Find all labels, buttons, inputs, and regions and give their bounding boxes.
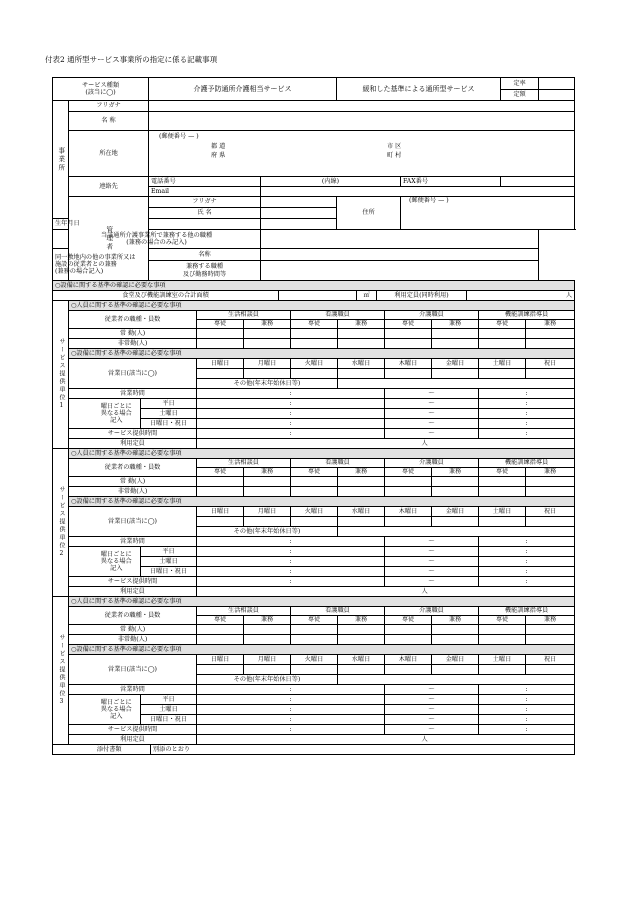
day-wednesday[interactable]: 水曜日 (338, 359, 385, 369)
role-header: 看護職員 (291, 311, 385, 320)
attachments-table (52, 744, 575, 755)
day-mark-cell[interactable] (244, 665, 291, 675)
day-mark-cell[interactable] (479, 369, 526, 379)
staff-heading: ○人員に関する基準の確認に必要な事項 (69, 301, 575, 311)
svc-hours-end[interactable]: : (479, 577, 575, 587)
role-header: 介護職員 (385, 607, 479, 616)
kenmu-header: 兼務 (244, 468, 291, 477)
day-mark-cell[interactable] (244, 517, 291, 527)
day-mark-cell[interactable] (197, 665, 244, 675)
senju-header: 専従 (479, 468, 526, 477)
office-contact-label: 連絡先 (69, 177, 149, 197)
saturday-label: 土曜日 (141, 557, 197, 567)
staff-count-cell[interactable] (526, 477, 575, 487)
day-mark-cell[interactable] (291, 665, 338, 675)
staff-count-cell[interactable] (479, 477, 526, 487)
staff-count-cell[interactable] (338, 635, 385, 645)
day-mark-cell[interactable] (338, 517, 385, 527)
staff-count-cell[interactable] (197, 635, 244, 645)
sunholiday-sep: 〜 (385, 715, 479, 725)
day-thursday[interactable]: 木曜日 (385, 655, 432, 665)
role-header: 生活相談員 (197, 607, 291, 616)
manager-other-role-field[interactable] (261, 261, 539, 281)
area-unit: ㎡ (357, 291, 377, 301)
staff-count-cell[interactable] (244, 477, 291, 487)
service-unit-table (52, 596, 575, 745)
weekday-end[interactable]: : (479, 547, 575, 557)
hours-sep: 〜 (385, 389, 479, 399)
fulltime-label: 常 勤(人) (69, 625, 197, 635)
hours-end[interactable]: : (479, 685, 575, 695)
other-days-label: その他(年末年始休日等) (197, 527, 338, 537)
day-sunday[interactable]: 日曜日 (197, 359, 244, 369)
day-mark-cell[interactable] (526, 517, 575, 527)
day-tuesday[interactable]: 火曜日 (291, 507, 338, 517)
office-location-field[interactable] (149, 131, 575, 177)
staff-label: 従業者の職種・員数 (69, 607, 197, 625)
staff-count-cell[interactable] (338, 339, 385, 349)
day-saturday[interactable]: 土曜日 (479, 655, 526, 665)
hours-label: 営業時間 (69, 537, 197, 547)
hours-start[interactable]: : (197, 389, 385, 399)
weekday-sep: 〜 (385, 547, 479, 557)
svc-hours-label: サービス提供時間 (69, 429, 197, 439)
role-header: 機能訓練指導員 (479, 607, 575, 616)
manager-address-label: 住所 (337, 197, 401, 230)
area-label: 食堂及び機能訓練室の合計面積 (53, 291, 279, 301)
svc-hours-sep: 〜 (385, 725, 479, 735)
staff-count-cell[interactable] (479, 329, 526, 339)
sunholiday-end[interactable]: : (479, 715, 575, 725)
manager-other-name-field[interactable] (261, 249, 539, 261)
kenmu-header: 兼務 (432, 616, 479, 625)
staff-count-cell[interactable] (338, 477, 385, 487)
service-unit-table (52, 448, 575, 597)
svc-hours-end[interactable]: : (479, 725, 575, 735)
manager-section-label: 管理者 (69, 197, 149, 281)
senju-header: 専従 (197, 616, 244, 625)
sunholiday-start[interactable]: : (197, 419, 385, 429)
senju-header: 専従 (197, 468, 244, 477)
parttime-label: 非常勤(人) (69, 635, 197, 645)
saturday-start[interactable]: : (197, 409, 385, 419)
saturday-end[interactable]: : (479, 705, 575, 715)
day-mark-cell[interactable] (385, 369, 432, 379)
kenmu-header: 兼務 (526, 468, 575, 477)
role-header: 生活相談員 (197, 459, 291, 468)
staff-count-cell[interactable] (197, 329, 244, 339)
manager-other-name-label: 名称 (149, 249, 261, 261)
manager-concurrent-label: 当該通所介護事業所で兼務する他の職種 (兼務の場合のみ記入) (53, 230, 261, 249)
manager-furigana-field[interactable] (261, 197, 337, 208)
unit-capacity-label: 利用定員 (69, 735, 197, 745)
facility-std-heading: ○設備に関する基準の確認に必要な事項 (53, 281, 575, 291)
svc-hours-start[interactable]: : (197, 577, 385, 587)
fixed-rate-cell[interactable] (539, 78, 575, 90)
staff-label: 従業者の職種・員数 (69, 459, 197, 477)
other-days-field[interactable] (338, 379, 575, 389)
weekday-end[interactable]: : (479, 399, 575, 409)
staff-count-cell[interactable] (338, 625, 385, 635)
day-wednesday[interactable]: 水曜日 (338, 655, 385, 665)
senju-header: 専従 (479, 616, 526, 625)
saturday-sep: 〜 (385, 705, 479, 715)
kenmu-header: 兼務 (338, 616, 385, 625)
attachments-value: 別添のとおり (151, 745, 575, 755)
staff-count-cell[interactable] (479, 625, 526, 635)
staff-count-cell[interactable] (244, 339, 291, 349)
senju-header: 専従 (385, 320, 432, 329)
staff-count-cell[interactable] (526, 329, 575, 339)
hours-end[interactable]: : (479, 389, 575, 399)
other-days-label: その他(年末年始休日等) (197, 675, 338, 685)
kenmu-header: 兼務 (244, 320, 291, 329)
office-section-label: 事業所 (53, 101, 69, 219)
saturday-sep: 〜 (385, 409, 479, 419)
service-unit-label: サービス提供単位1 (53, 301, 69, 449)
role-header: 看護職員 (291, 459, 385, 468)
day-mark-cell[interactable] (479, 665, 526, 675)
hours-label: 営業時間 (69, 685, 197, 695)
office-fax-label: FAX番号 (401, 177, 501, 187)
capacity-label: 利用定員(同時利用) (377, 291, 467, 301)
day-sunday[interactable]: 日曜日 (197, 655, 244, 665)
manager-address-field[interactable]: (郵便番号 — ) (401, 197, 575, 230)
service-option-b[interactable]: 緩和した基準による通所型サービス (337, 78, 501, 101)
office-postal: (郵便番号 — ) (159, 133, 199, 140)
staff-count-cell[interactable] (432, 329, 479, 339)
role-header: 介護職員 (385, 311, 479, 320)
senju-header: 専従 (291, 616, 338, 625)
staff-count-cell[interactable] (432, 487, 479, 497)
office-fax-field[interactable] (501, 177, 575, 187)
per-day-label: 曜日ごとに 異なる場合 記入 (93, 695, 141, 725)
manager-same-site-label: 同一敷地内の他の事業所又は 施設の従業者との兼務 (兼務の場合記入) (53, 249, 149, 281)
svc-hours-end[interactable]: : (479, 429, 575, 439)
fixed-amount-cell[interactable] (539, 90, 575, 101)
staff-count-cell[interactable] (291, 339, 338, 349)
staff-count-cell[interactable] (479, 635, 526, 645)
role-header: 機能訓練指導員 (479, 311, 575, 320)
hours-sep: 〜 (385, 685, 479, 695)
staff-count-cell[interactable] (338, 329, 385, 339)
staff-count-cell[interactable] (479, 487, 526, 497)
service-option-a[interactable]: 介護予防通所介護相当サービス (149, 78, 337, 101)
sunholiday-start[interactable]: : (197, 715, 385, 725)
day-mark-cell[interactable] (291, 369, 338, 379)
weekday-label: 平日 (141, 399, 197, 409)
saturday-end[interactable]: : (479, 409, 575, 419)
capacity-field[interactable]: 人 (467, 291, 575, 301)
svc-hours-label: サービス提供時間 (69, 577, 197, 587)
service-type-label: サービス種類 (該当に◯) (53, 78, 149, 101)
weekday-end[interactable]: : (479, 695, 575, 705)
staff-count-cell[interactable] (197, 477, 244, 487)
day-monday[interactable]: 月曜日 (244, 655, 291, 665)
day-thursday[interactable]: 木曜日 (385, 359, 432, 369)
role-header: 介護職員 (385, 459, 479, 468)
weekday-label: 平日 (141, 695, 197, 705)
senju-header: 専従 (385, 616, 432, 625)
weekday-label: 平日 (141, 547, 197, 557)
senju-header: 専従 (479, 320, 526, 329)
office-chouson: 町 村 (387, 152, 402, 159)
staff-count-cell[interactable] (244, 635, 291, 645)
staff-count-cell[interactable] (291, 487, 338, 497)
manager-birth-label: 生年月日 (53, 219, 69, 230)
sunholiday-start[interactable]: : (197, 567, 385, 577)
form-sheet (52, 77, 574, 755)
manager-furigana-label: フリガナ (149, 197, 261, 208)
office-fuken: 府 県 (211, 152, 226, 159)
kenmu-header: 兼務 (526, 616, 575, 625)
manager-name-field[interactable] (261, 208, 337, 219)
day-holiday[interactable]: 祝日 (526, 359, 575, 369)
staff-count-cell[interactable] (291, 625, 338, 635)
fulltime-label: 常 勤(人) (69, 329, 197, 339)
parttime-label: 非常勤(人) (69, 487, 197, 497)
office-furigana-field[interactable] (149, 101, 575, 112)
weekday-sep: 〜 (385, 695, 479, 705)
day-friday[interactable]: 金曜日 (432, 507, 479, 517)
saturday-start[interactable]: : (197, 705, 385, 715)
day-mark-cell[interactable] (385, 517, 432, 527)
sunholiday-sep: 〜 (385, 567, 479, 577)
weekday-sep: 〜 (385, 399, 479, 409)
fixed-amount-label: 定額 (501, 90, 539, 101)
sunholiday-label: 日曜日・祝日 (141, 567, 197, 577)
service-units (52, 300, 574, 745)
staff-count-cell[interactable] (385, 635, 432, 645)
weekday-start[interactable]: : (197, 695, 385, 705)
staff-count-cell[interactable] (291, 477, 338, 487)
day-mark-cell[interactable] (338, 369, 385, 379)
office-phone-label: 電話番号 (149, 177, 261, 187)
facility-heading: ○設備に関する基準の確認に必要な事項 (69, 349, 575, 359)
per-day-label: 曜日ごとに 異なる場合 記入 (93, 399, 141, 429)
staff-count-cell[interactable] (385, 487, 432, 497)
days-label: 営業日(該当に◯) (69, 507, 197, 537)
manager-name-label: 氏 名 (149, 208, 261, 219)
staff-label: 従業者の職種・員数 (69, 311, 197, 329)
days-label: 営業日(該当に◯) (69, 359, 197, 389)
saturday-label: 土曜日 (141, 409, 197, 419)
service-unit-table (52, 300, 575, 449)
staff-count-cell[interactable] (291, 635, 338, 645)
hours-end[interactable]: : (479, 537, 575, 547)
office-email-label: Email (149, 187, 261, 197)
staff-count-cell[interactable] (197, 339, 244, 349)
kenmu-header: 兼務 (432, 468, 479, 477)
svc-hours-label: サービス提供時間 (69, 725, 197, 735)
staff-count-cell[interactable] (432, 625, 479, 635)
day-mark-cell[interactable] (432, 665, 479, 675)
office-ext-label: (内線) (261, 177, 401, 187)
staff-count-cell[interactable] (244, 329, 291, 339)
day-mark-cell[interactable] (479, 517, 526, 527)
area-field[interactable] (279, 291, 357, 301)
role-header: 看護職員 (291, 607, 385, 616)
day-holiday[interactable]: 祝日 (526, 655, 575, 665)
kenmu-header: 兼務 (338, 320, 385, 329)
sunholiday-end[interactable]: : (479, 419, 575, 429)
manager-concurrent-field[interactable] (261, 230, 539, 249)
fixed-rate-label: 定率 (501, 78, 539, 90)
facility-heading: ○設備に関する基準の確認に必要な事項 (69, 497, 575, 507)
staff-count-cell[interactable] (526, 635, 575, 645)
staff-heading: ○人員に関する基準の確認に必要な事項 (69, 449, 575, 459)
saturday-label: 土曜日 (141, 705, 197, 715)
day-monday[interactable]: 月曜日 (244, 359, 291, 369)
fulltime-label: 常 勤(人) (69, 477, 197, 487)
hours-sep: 〜 (385, 537, 479, 547)
staff-count-cell[interactable] (385, 477, 432, 487)
day-mark-cell[interactable] (244, 369, 291, 379)
kenmu-header: 兼務 (432, 320, 479, 329)
office-email-field[interactable] (261, 187, 575, 197)
day-tuesday[interactable]: 火曜日 (291, 359, 338, 369)
day-tuesday[interactable]: 火曜日 (291, 655, 338, 665)
weekday-start[interactable]: : (197, 399, 385, 409)
saturday-end[interactable]: : (479, 557, 575, 567)
svc-hours-start[interactable]: : (197, 725, 385, 735)
office-shiku: 市 区 (387, 143, 402, 150)
hours-start[interactable]: : (197, 537, 385, 547)
day-mark-cell[interactable] (291, 517, 338, 527)
day-mark-cell[interactable] (338, 665, 385, 675)
staff-heading: ○人員に関する基準の確認に必要な事項 (69, 597, 575, 607)
senju-header: 専従 (197, 320, 244, 329)
weekday-start[interactable]: : (197, 547, 385, 557)
staff-count-cell[interactable] (291, 329, 338, 339)
staff-count-cell[interactable] (432, 635, 479, 645)
day-mark-cell[interactable] (526, 369, 575, 379)
form-header-table (52, 77, 575, 281)
per-day-label: 曜日ごとに 異なる場合 記入 (93, 547, 141, 577)
day-mark-cell[interactable] (432, 369, 479, 379)
staff-count-cell[interactable] (244, 625, 291, 635)
role-header: 機能訓練指導員 (479, 459, 575, 468)
day-mark-cell[interactable] (385, 665, 432, 675)
office-name-label: 名 称 (69, 112, 149, 131)
day-thursday[interactable]: 木曜日 (385, 507, 432, 517)
day-mark-cell[interactable] (197, 369, 244, 379)
kenmu-header: 兼務 (338, 468, 385, 477)
facility-heading: ○設備に関する基準の確認に必要な事項 (69, 645, 575, 655)
senju-header: 専従 (291, 468, 338, 477)
hours-label: 営業時間 (69, 389, 197, 399)
other-days-label: その他(年末年始休日等) (197, 379, 338, 389)
kenmu-header: 兼務 (244, 616, 291, 625)
office-furigana-label: フリガナ (69, 101, 149, 112)
manager-birth-field[interactable] (149, 219, 261, 230)
staff-count-cell[interactable] (526, 339, 575, 349)
day-saturday[interactable]: 土曜日 (479, 507, 526, 517)
unit-capacity-label: 利用定員 (69, 587, 197, 597)
staff-count-cell[interactable] (385, 625, 432, 635)
unit-capacity-label: 利用定員 (69, 439, 197, 449)
staff-count-cell[interactable] (197, 625, 244, 635)
page-title: 付表2 通所型サービス事業所の指定に係る記載事項 (45, 55, 218, 64)
sunholiday-label: 日曜日・祝日 (141, 715, 197, 725)
service-unit-label: サービス提供単位2 (53, 449, 69, 597)
svc-hours-start[interactable]: : (197, 429, 385, 439)
staff-count-cell[interactable] (479, 339, 526, 349)
office-location-label: 所在地 (69, 131, 149, 177)
other-days-field[interactable] (338, 675, 575, 685)
day-saturday[interactable]: 土曜日 (479, 359, 526, 369)
staff-count-cell[interactable] (432, 477, 479, 487)
sunholiday-sep: 〜 (385, 419, 479, 429)
senju-header: 専従 (291, 320, 338, 329)
day-wednesday[interactable]: 水曜日 (338, 507, 385, 517)
unit-capacity-field[interactable]: 人 (197, 735, 575, 745)
day-monday[interactable]: 月曜日 (244, 507, 291, 517)
unit-capacity-field[interactable]: 人 (197, 439, 575, 449)
service-unit-label: サービス提供単位3 (53, 597, 69, 745)
staff-count-cell[interactable] (385, 339, 432, 349)
kenmu-header: 兼務 (526, 320, 575, 329)
staff-count-cell[interactable] (197, 487, 244, 497)
day-friday[interactable]: 金曜日 (432, 359, 479, 369)
attachments-label: 添付書類 (69, 745, 151, 755)
manager-other-role-label: 兼務する職種 及び勤務時間等 (149, 261, 261, 281)
unit-capacity-field[interactable]: 人 (197, 587, 575, 597)
staff-count-cell[interactable] (526, 625, 575, 635)
day-sunday[interactable]: 日曜日 (197, 507, 244, 517)
office-todo: 都 道 (211, 143, 226, 150)
day-friday[interactable]: 金曜日 (432, 655, 479, 665)
hours-start[interactable]: : (197, 685, 385, 695)
staff-count-cell[interactable] (432, 339, 479, 349)
staff-count-cell[interactable] (385, 329, 432, 339)
saturday-start[interactable]: : (197, 557, 385, 567)
senju-header: 専従 (385, 468, 432, 477)
svc-hours-sep: 〜 (385, 429, 479, 439)
svc-hours-sep: 〜 (385, 577, 479, 587)
parttime-label: 非常勤(人) (69, 339, 197, 349)
day-mark-cell[interactable] (197, 517, 244, 527)
facility-std-table (52, 280, 575, 301)
role-header: 生活相談員 (197, 311, 291, 320)
days-label: 営業日(該当に◯) (69, 655, 197, 685)
staff-count-cell[interactable] (526, 487, 575, 497)
other-days-field[interactable] (338, 527, 575, 537)
day-mark-cell[interactable] (526, 665, 575, 675)
day-mark-cell[interactable] (432, 517, 479, 527)
staff-count-cell[interactable] (338, 487, 385, 497)
staff-count-cell[interactable] (244, 487, 291, 497)
day-holiday[interactable]: 祝日 (526, 507, 575, 517)
saturday-sep: 〜 (385, 557, 479, 567)
sunholiday-label: 日曜日・祝日 (141, 419, 197, 429)
office-name-field[interactable] (149, 112, 575, 131)
sunholiday-end[interactable]: : (479, 567, 575, 577)
